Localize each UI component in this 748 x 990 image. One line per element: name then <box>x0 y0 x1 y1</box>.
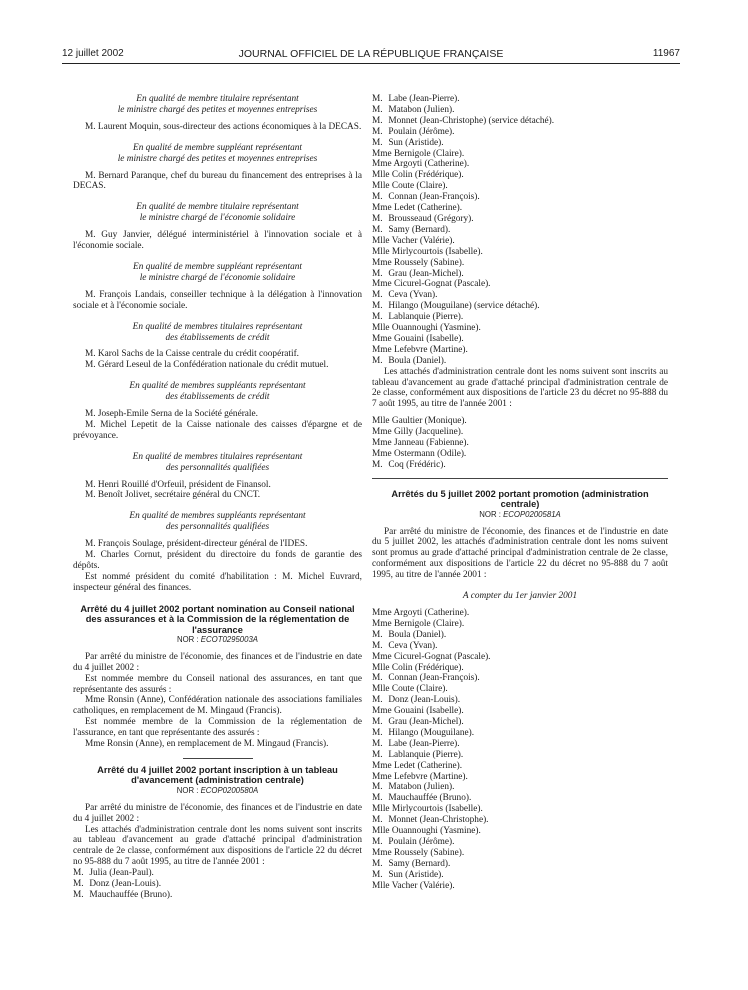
paragraph: Par arrêté du ministre de l'économie, des finances et de l'industrie en date du 4 juillet 2002 : <box>73 802 362 824</box>
name-text: Ceva (Yvan). <box>388 290 438 301</box>
list-item <box>372 356 668 367</box>
name-title: Mme <box>372 438 392 449</box>
name-title: Mme <box>372 449 392 459</box>
section-heading: des personnalités qualifiées <box>165 522 270 533</box>
nor-reference <box>372 510 668 521</box>
name-text: Ouannoughi (Yasmine). <box>391 323 481 334</box>
list-item <box>372 449 668 460</box>
name-title: Mlle <box>372 235 390 246</box>
name-title: M. <box>372 869 383 880</box>
member-entry: M. Charles Cornut, président du directoire du fonds de garantie des dépôts. <box>73 550 362 571</box>
name-text: Sun (Aristide). <box>388 137 444 148</box>
list-item <box>372 214 668 225</box>
section-heading: En qualité de membres titulaires représentant <box>132 321 303 332</box>
name-text: Donz (Jean-Louis). <box>89 879 162 890</box>
section-heading: des établissements de crédit <box>165 332 270 343</box>
name-title: M. <box>372 640 383 651</box>
name-text: Boula (Daniel). <box>388 355 447 366</box>
nor-code: ECOP0200581A <box>503 509 561 519</box>
name-title: Mme <box>372 760 392 771</box>
name-title: Mme <box>372 607 392 618</box>
member-entry: M. Bernard Paranque, chef du bureau du financement des entreprises à la DECAS. <box>73 170 362 192</box>
list-item <box>372 848 668 859</box>
name-title: M. <box>372 137 383 148</box>
header-page-number: 11967 <box>652 48 680 59</box>
spacer <box>73 312 362 322</box>
paragraph: Par arrêté du ministre de l'économie, des finances et de l'industrie en date du 5 juillet 2002, les attachés d'administration centrale dont les noms suivent sont promus au grade d'attaché principal d'administration centrale de 2e classe, conformément aux dispositions de l'article 22 du décret no 95-888 du 7 août 1995, au titre de l'année 2001 : <box>372 526 668 581</box>
name-text: Donz (Jean-Louis). <box>388 695 461 706</box>
list-item <box>372 312 668 323</box>
member-entry: M. Henri Rouillé d'Orfeuil, président de Finansol. <box>85 479 271 490</box>
name-text: Janneau (Fabienne). <box>393 438 469 449</box>
paragraph: Par arrêté du ministre de l'économie, des finances et de l'industrie en date du 4 juillet 2002 : <box>73 651 362 673</box>
name-text: Brousseaud (Grégory). <box>388 213 474 224</box>
section-heading: des personnalités qualifiées <box>165 462 270 473</box>
name-title: M. <box>372 459 383 470</box>
name-text: Labe (Jean-Pierre). <box>388 94 460 104</box>
name-text: Gaultier (Monique). <box>391 416 467 427</box>
name-text: Connan (Jean-François). <box>388 192 480 203</box>
section-heading: En qualité de membre titulaire représentant <box>136 202 299 213</box>
name-title: M. <box>372 738 383 749</box>
name-title: Mme <box>372 159 392 170</box>
list-item <box>372 258 668 269</box>
list-item <box>372 630 668 641</box>
spacer <box>73 192 362 202</box>
list-item <box>73 879 362 890</box>
name-text: Cicurel-Gognat (Pascale). <box>393 279 491 290</box>
name-title: Mme <box>372 847 392 858</box>
name-text: Samy (Bernard). <box>388 858 451 869</box>
list-item <box>372 301 668 312</box>
name-text: Ledet (Catherine). <box>393 760 463 771</box>
name-title: Mme <box>372 771 392 782</box>
name-text: Ceva (Yvan). <box>388 640 438 651</box>
list-item <box>372 663 668 674</box>
name-text: Bernigole (Claire). <box>393 618 465 629</box>
list-item <box>372 673 668 684</box>
section-heading: le ministre chargé de l'économie solidaire <box>139 213 296 224</box>
nor-label: NOR : <box>176 785 201 795</box>
section-heading: En qualité de membre suppléant représentant <box>133 142 302 153</box>
name-text: Poulain (Jérôme). <box>388 837 455 847</box>
member-entry: M. Gérard Leseul de la Confédération nationale du crédit mutuel. <box>85 360 329 371</box>
list-item <box>372 203 668 214</box>
name-text: Bernigole (Claire). <box>393 148 465 159</box>
name-title: Mlle <box>372 880 390 891</box>
name-title: M. <box>372 268 383 279</box>
member-entry: M. Guy Janvier, délégué interministériel à l'innovation sociale et à l'économie sociale. <box>73 230 362 252</box>
name-text: Roussely (Sabine). <box>393 257 465 268</box>
name-title: Mlle <box>372 662 390 673</box>
list-item <box>372 438 668 449</box>
name-text: Ostermann (Odile). <box>393 449 467 459</box>
list-item <box>372 837 668 848</box>
name-text: Roussely (Sabine). <box>393 847 465 858</box>
spacer <box>73 442 362 452</box>
name-title: M. <box>372 673 383 684</box>
name-text: Cicurel-Gognat (Pascale). <box>393 651 491 662</box>
spacer <box>73 252 362 262</box>
name-text: Ouannoughi (Yasmine). <box>391 826 481 837</box>
name-text: Poulain (Jérôme). <box>388 126 455 137</box>
list-item <box>372 159 668 170</box>
list-item <box>372 181 668 192</box>
list-item <box>372 290 668 301</box>
name-title: M. <box>372 104 383 115</box>
section-heading: le ministre chargé des petites et moyennes entreprises <box>117 153 318 164</box>
left-sections <box>73 94 362 594</box>
list-item <box>372 750 668 761</box>
header-date: 12 juillet 2002 <box>62 48 124 59</box>
list-item <box>372 772 668 783</box>
name-title: Mlle <box>372 323 390 334</box>
name-title: M. <box>372 355 383 366</box>
name-text: Coute (Claire). <box>391 181 448 192</box>
name-title: M. <box>372 94 383 104</box>
name-title: M. <box>372 717 383 728</box>
left-column <box>73 94 362 901</box>
list-item <box>372 105 668 116</box>
member-entry: M. Laurent Moquin, sous-directeur des actions économiques à la DECAS. <box>85 121 362 132</box>
list-item <box>372 236 668 247</box>
name-title: M. <box>372 695 383 706</box>
name-title: M. <box>372 629 383 640</box>
name-list <box>372 94 668 367</box>
name-text: Argoyti (Catherine). <box>393 607 470 618</box>
name-text: Monnet (Jean-Christophe). <box>388 815 489 826</box>
paragraph: Mme Ronsin (Anne), en remplacement de M. Mingaud (Francis). <box>85 739 329 750</box>
list-item <box>372 170 668 181</box>
name-title: Mme <box>372 651 392 662</box>
member-entry: M. François Landais, conseiller technique à la délégation à l'innovation sociale et à l'économie sociale. <box>73 289 362 311</box>
arrete-title: Arrêté du 4 juillet 2002 portant inscription à un tableau d'avancement (administration centrale) <box>97 765 338 786</box>
name-text: Coute (Claire). <box>391 684 448 695</box>
paragraph: Est nommée membre du Conseil national des assurances, en tant que représentante des assurés : <box>73 673 362 695</box>
member-entry: M. Benoît Jolivet, secrétaire général du CNCT. <box>85 490 261 501</box>
list-item <box>372 717 668 728</box>
paragraph: Est nommée membre de la Commission de la réglementation de l'assurance, en tant que représentante des assurés : <box>73 717 362 739</box>
name-title: M. <box>372 301 383 312</box>
name-title: Mme <box>372 203 392 214</box>
nor-reference <box>73 635 362 646</box>
name-list <box>372 416 668 471</box>
name-text: Vacher (Valérie). <box>391 235 455 246</box>
member-entry: M. François Soulage, président-directeur général de l'IDES. <box>85 539 308 550</box>
name-title: Mlle <box>372 170 390 181</box>
section-heading: des établissements de crédit <box>165 392 270 403</box>
name-text: Hilango (Mouguilane) (service détaché). <box>388 301 540 312</box>
name-text: Matabon (Julien). <box>388 782 455 793</box>
name-text: Sun (Aristide). <box>388 869 444 880</box>
name-text: Lablanquie (Pierre). <box>388 312 464 323</box>
list-item <box>372 870 668 881</box>
subheading: A compter du 1er janvier 2001 <box>462 591 578 602</box>
name-title: M. <box>372 858 383 869</box>
arrete-title: Arrêté du 4 juillet 2002 portant nomination au Conseil national des assurances et à la Commission de la réglementation de l'assurance <box>80 603 355 635</box>
name-title: Mme <box>372 706 392 717</box>
name-text: Grau (Jean-Michel). <box>388 268 464 279</box>
paragraph: Mme Ronsin (Anne), Confédération nationale des associations familiales catholiques, en remplacement de M. Mingaud (Francis). <box>73 695 362 717</box>
list-item <box>372 706 668 717</box>
name-text: Julia (Jean-Paul). <box>89 868 154 879</box>
list-item <box>372 881 668 892</box>
name-title: Mlle <box>372 804 390 815</box>
list-item <box>372 460 668 471</box>
name-title: Mme <box>372 333 392 344</box>
list-item <box>372 728 668 739</box>
name-title: Mlle <box>372 416 390 427</box>
name-title: M. <box>372 115 383 126</box>
section-heading: le ministre chargé de l'économie solidaire <box>139 272 296 283</box>
name-list <box>372 608 668 892</box>
list-item <box>372 804 668 815</box>
member-entry: Est nommé président du comité d'habilitation : M. Michel Euvrard, inspecteur général des finances. <box>73 571 362 593</box>
name-text: Labe (Jean-Pierre). <box>388 738 460 749</box>
list-item <box>372 345 668 356</box>
name-text: Coq (Frédéric). <box>388 459 446 470</box>
spacer <box>73 371 362 381</box>
name-title: Mlle <box>372 246 390 257</box>
list-item <box>372 269 668 280</box>
section-heading: le ministre chargé des petites et moyennes entreprises <box>117 104 318 115</box>
name-text: Mauchauffée (Bruno). <box>89 889 173 900</box>
header-title: JOURNAL OFFICIEL DE LA RÉPUBLIQUE FRANÇAISE <box>238 48 504 60</box>
name-text: Monnet (Jean-Christophe) (service détaché). <box>388 115 555 126</box>
name-title: M. <box>372 782 383 793</box>
list-item <box>73 868 362 879</box>
list-item <box>372 739 668 750</box>
name-title: M. <box>372 793 383 804</box>
name-title: Mme <box>372 618 392 629</box>
page-header <box>62 48 680 62</box>
list-item <box>372 149 668 160</box>
name-text: Mirlycourtois (Isabelle). <box>391 804 483 815</box>
header-rule <box>62 63 680 64</box>
member-entry: M. Joseph-Emile Serna de la Société générale. <box>85 409 258 420</box>
section-heading: En qualité de membres suppléants représentant <box>129 381 306 392</box>
name-title: Mme <box>372 427 392 438</box>
name-text: Lefebvre (Martine). <box>393 344 468 355</box>
paragraph: Les attachés d'administration centrale dont les noms suivent sont inscrits au tableau d'avancement au grade d'attaché principal d'administration centrale de 2e classe, conformément aux dispositions de l'article 22 du décret no 95-888 du 7 août 1995, au titre de l'année 2001 : <box>73 824 362 868</box>
name-text: Lablanquie (Pierre). <box>388 749 464 760</box>
section-heading: En qualité de membres titulaires représentant <box>132 451 303 462</box>
list-item <box>372 793 668 804</box>
nor-label: NOR : <box>479 509 504 519</box>
list-item <box>372 279 668 290</box>
name-title: M. <box>372 126 383 137</box>
name-text: Argoyti (Catherine). <box>393 159 470 170</box>
list-item <box>372 608 668 619</box>
list-item <box>372 815 668 826</box>
member-entry: M. Karol Sachs de la Caisse centrale du crédit coopératif. <box>85 349 300 360</box>
arrete-title: Arrêtés du 5 juillet 2002 portant promotion (administration centrale) <box>391 488 649 510</box>
name-title: Mlle <box>372 826 390 837</box>
list-item <box>372 138 668 149</box>
name-title: Mlle <box>372 181 390 192</box>
name-title: M. <box>372 312 383 323</box>
nor-reference <box>73 786 362 797</box>
name-title: M. <box>73 879 84 890</box>
list-item <box>372 695 668 706</box>
list-item <box>372 826 668 837</box>
name-title: Mme <box>372 344 392 355</box>
list-item <box>372 652 668 663</box>
spacer <box>73 133 362 143</box>
name-text: Grau (Jean-Michel). <box>388 717 464 728</box>
list-item <box>372 127 668 138</box>
name-text: Lefebvre (Martine). <box>393 771 468 782</box>
list-item <box>372 334 668 345</box>
name-title: Mlle <box>372 684 390 695</box>
name-text: Colin (Frédérique). <box>391 170 464 181</box>
name-title: M. <box>372 192 383 203</box>
name-title: M. <box>372 213 383 224</box>
spacer <box>73 501 362 511</box>
name-title: M. <box>372 290 383 301</box>
list-item <box>372 116 668 127</box>
name-title: M. <box>372 224 383 235</box>
name-text: Gouaini (Isabelle). <box>393 706 464 717</box>
name-text: Matabon (Julien). <box>388 104 455 115</box>
list-item <box>372 619 668 630</box>
nor-code: ECOP0200580A <box>200 785 259 795</box>
name-text: Gouaini (Isabelle). <box>393 333 464 344</box>
name-list <box>73 868 362 901</box>
list-item <box>372 323 668 334</box>
name-text: Mauchauffée (Bruno). <box>388 793 472 804</box>
name-title: M. <box>372 837 383 847</box>
list-item <box>372 684 668 695</box>
nor-label: NOR : <box>176 634 201 644</box>
list-item <box>372 641 668 652</box>
name-title: Mme <box>372 148 392 159</box>
name-title: M. <box>372 727 383 738</box>
section-heading: En qualité de membres suppléants représentant <box>129 511 306 522</box>
list-item <box>372 761 668 772</box>
name-title: M. <box>73 868 84 879</box>
list-item <box>73 890 362 901</box>
name-text: Gilly (Jacqueline). <box>393 427 464 438</box>
section-heading: En qualité de membre suppléant représentant <box>133 261 302 272</box>
name-text: Hilango (Mouguilane). <box>388 727 475 738</box>
list-item <box>372 225 668 236</box>
list-item <box>372 247 668 258</box>
list-item <box>372 192 668 203</box>
name-title: Mme <box>372 279 392 290</box>
list-item <box>372 94 668 105</box>
name-text: Boula (Daniel). <box>388 629 447 640</box>
nor-code: ECOT0295003A <box>200 634 259 644</box>
list-item <box>372 782 668 793</box>
name-text: Samy (Bernard). <box>388 224 451 235</box>
name-text: Mirlycourtois (Isabelle). <box>391 246 483 257</box>
name-text: Ledet (Catherine). <box>393 203 463 214</box>
name-text: Vacher (Valérie). <box>391 880 455 891</box>
list-item <box>372 859 668 870</box>
list-item <box>372 427 668 438</box>
name-title: M. <box>73 889 84 900</box>
name-text: Colin (Frédérique). <box>391 662 464 673</box>
list-item <box>372 416 668 427</box>
right-column <box>372 94 668 892</box>
name-title: M. <box>372 749 383 760</box>
name-text: Connan (Jean-François). <box>388 673 480 684</box>
paragraph: Les attachés d'administration centrale dont les noms suivent sont inscrits au tableau d'avancement au grade d'attaché principal d'administration centrale de 2e classe, conformément aux dispositions de l'article 23 du décret no 95-888 du 7 août 1995, au titre de l'année 2001 : <box>372 366 668 410</box>
member-entry: M. Michel Lepetit de la Caisse nationale des caisses d'épargne et de prévoyance. <box>73 419 362 441</box>
name-title: M. <box>372 815 383 826</box>
name-title: Mme <box>372 257 392 268</box>
section-heading: En qualité de membre titulaire représentant <box>136 94 299 104</box>
